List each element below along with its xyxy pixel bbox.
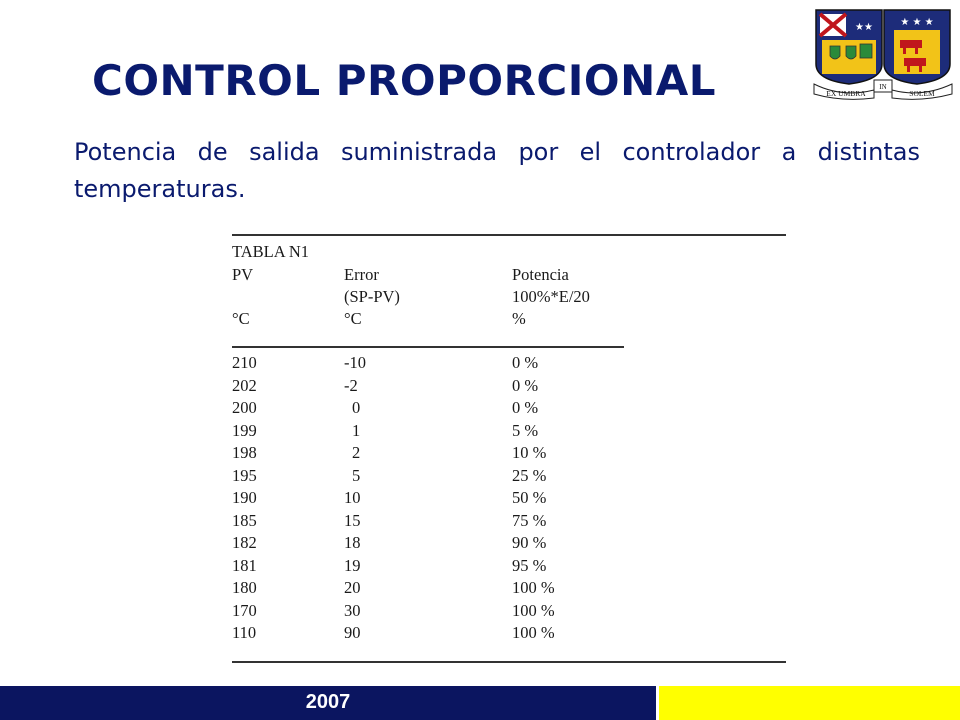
error-cell: -10	[344, 353, 366, 372]
table-header-row	[232, 309, 786, 331]
pv-cell: 202	[232, 375, 257, 395]
crest-shield-icon	[816, 10, 950, 84]
pv-cell: 182	[232, 533, 257, 552]
error-cell: 5	[352, 465, 361, 485]
header-cell: °C	[344, 309, 362, 328]
table-header-row	[232, 265, 786, 287]
power-cell: 0 %	[512, 375, 539, 395]
table-row	[232, 466, 786, 488]
footer-band	[0, 686, 656, 720]
error-cell: 19	[344, 555, 361, 575]
pv-cell: 198	[232, 443, 257, 462]
temperature-power-table	[232, 228, 786, 668]
pv-cell: 199	[232, 420, 257, 440]
table-row	[232, 488, 786, 510]
error-cell: 1	[352, 420, 361, 440]
table-top-rule	[232, 234, 786, 236]
error-cell: 10	[344, 488, 361, 507]
page-title: CONTROL PROPORCIONAL	[92, 56, 716, 105]
pv-cell: 190	[232, 488, 257, 507]
table-row	[232, 533, 786, 555]
table-row	[232, 443, 786, 465]
table-row	[232, 376, 786, 398]
error-cell: -2	[344, 375, 358, 395]
pv-cell: 185	[232, 510, 257, 530]
error-cell: 15	[344, 510, 361, 530]
table-bottom-rule	[232, 661, 786, 663]
svg-text:IN: IN	[879, 83, 887, 91]
university-crest-logo	[812, 6, 954, 100]
power-cell: 95 %	[512, 555, 547, 575]
slide-subtitle: Potencia de salida suministrada por el controlador a distintas temperaturas.	[74, 138, 920, 203]
power-cell: 75 %	[512, 510, 547, 530]
power-cell: 100 %	[512, 623, 555, 642]
pv-cell: 180	[232, 578, 257, 597]
table-row	[232, 511, 786, 533]
table-caption: TABLA N1	[232, 242, 310, 261]
header-cell: 100%*E/20	[512, 287, 590, 306]
power-cell: 0 %	[512, 398, 539, 417]
pv-cell: 195	[232, 465, 257, 485]
error-cell: 30	[344, 600, 361, 620]
table-row	[232, 398, 786, 420]
table-row	[232, 353, 786, 375]
header-cell: PV	[232, 265, 254, 284]
table-row	[232, 578, 786, 600]
header-cell: (SP-PV)	[344, 287, 400, 306]
svg-text:SOLEM: SOLEM	[909, 89, 935, 98]
pv-cell: 200	[232, 398, 257, 417]
pv-cell: 170	[232, 600, 257, 620]
table-row	[232, 623, 786, 645]
footer-year: 2007	[305, 691, 351, 713]
power-cell: 100 %	[512, 578, 555, 597]
error-cell: 90	[344, 623, 361, 642]
error-cell: 2	[352, 443, 361, 462]
error-cell: 20	[344, 578, 361, 597]
power-cell: 100 %	[512, 600, 555, 620]
header-cell: Potencia	[512, 265, 569, 284]
table-row	[232, 601, 786, 623]
power-cell: 50 %	[512, 488, 547, 507]
power-cell: 10 %	[512, 443, 547, 462]
table-row	[232, 421, 786, 443]
power-cell: 0 %	[512, 353, 539, 372]
crest-motto-banner	[814, 80, 952, 99]
svg-text:★ ★ ★: ★ ★ ★	[900, 17, 934, 28]
power-cell: 90 %	[512, 533, 547, 552]
error-cell: 18	[344, 533, 361, 552]
footer-accent-band	[659, 686, 960, 720]
svg-text:★★: ★★	[855, 22, 873, 33]
table-header-row	[232, 287, 786, 309]
header-cell: Error	[344, 265, 379, 284]
header-cell: %	[512, 309, 526, 328]
pv-cell: 110	[232, 623, 257, 642]
table-header-rule	[232, 346, 624, 348]
power-cell: 25 %	[512, 465, 547, 485]
header-cell: °C	[232, 309, 250, 328]
error-cell: 0	[352, 398, 361, 417]
power-cell: 5 %	[512, 420, 539, 440]
table-row	[232, 556, 786, 578]
pv-cell: 210	[232, 353, 257, 372]
svg-text:EX UMBRA: EX UMBRA	[826, 89, 866, 98]
pv-cell: 181	[232, 555, 257, 575]
